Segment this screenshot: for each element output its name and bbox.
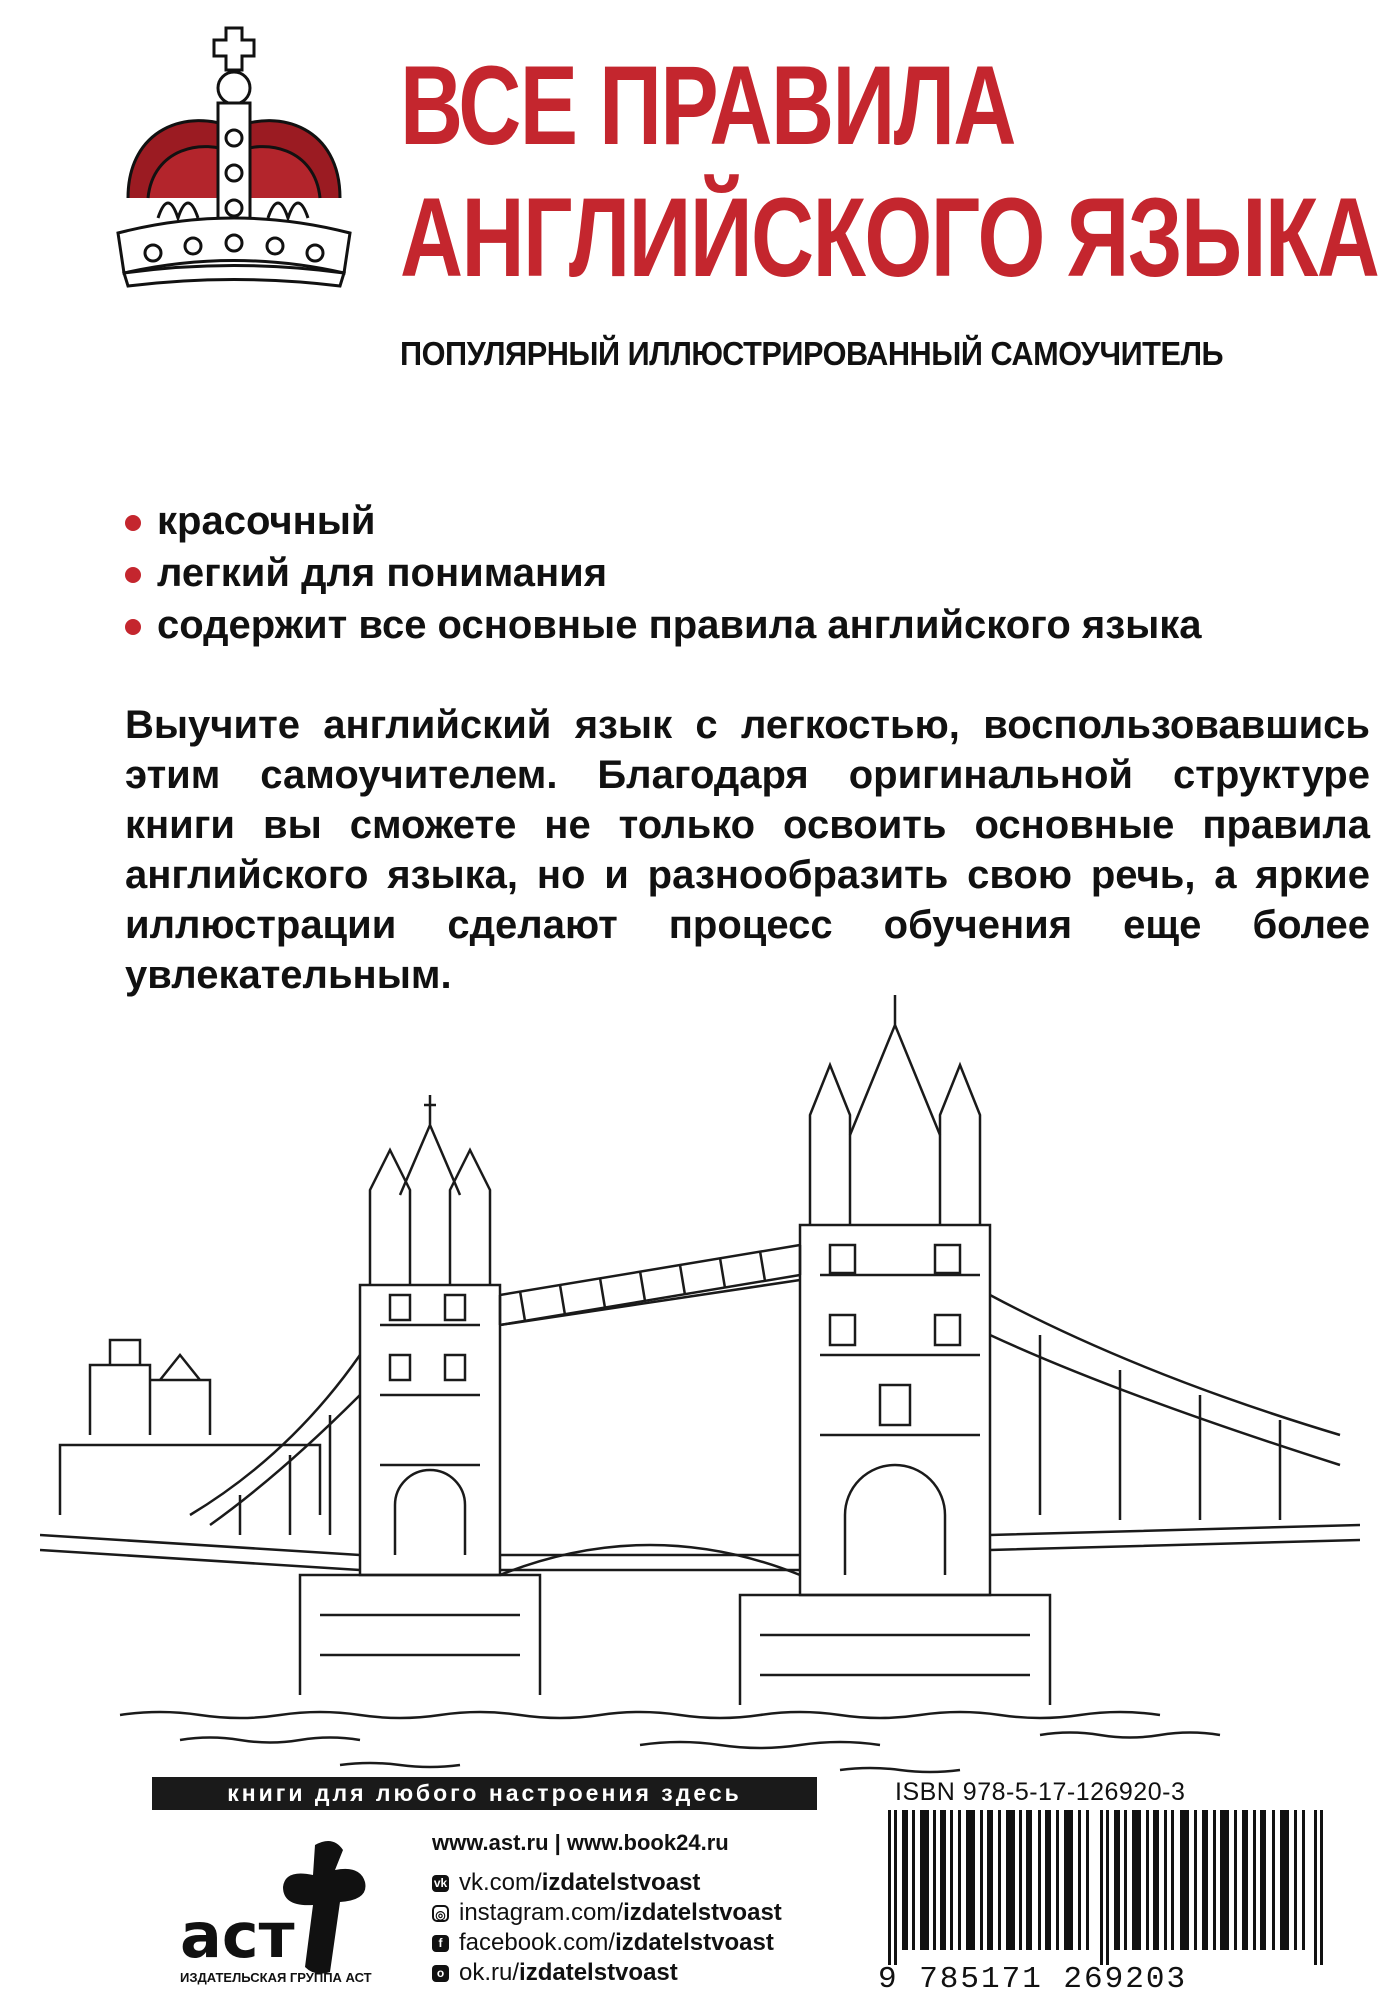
social-link-ok[interactable]: o ok.ru/ izdatelstvoast (432, 1958, 782, 1988)
isbn-label: ISBN 978-5-17-126920-3 (895, 1778, 1186, 1806)
ok-icon: o (432, 1965, 449, 1982)
title-line-1: ВСЕ ПРАВИЛА (400, 43, 1015, 168)
svg-text:аст: аст (180, 1899, 295, 1972)
feature-item: содержит все основные правила английского языка (125, 599, 1202, 651)
social-link-vk[interactable]: vk vk.com/ izdatelstvoast (433, 1869, 701, 1896)
crown-illustration (108, 18, 360, 308)
description-paragraph: Выучите английский язык с легкостью, воспользовавшись этим самоучителем. Благодаря оригинальной структуре книги вы сможете не только освоить основные правила английского языка, но и разнообразить свою речь, а яркие иллюстрации сделают процесс обучения еще более увлекательным. (125, 703, 1370, 997)
facebook-icon: f (432, 1935, 449, 1952)
bullet-icon (125, 515, 141, 531)
bullet-icon (125, 619, 141, 635)
tagline-banner: книги для любого настроения здесь (152, 1777, 817, 1810)
publisher-caption: ИЗДАТЕЛЬСКАЯ ГРУППА АСТ (180, 1970, 372, 1985)
social-links (432, 1868, 782, 1988)
bullet-icon (125, 567, 141, 583)
vk-icon: vk (433, 1875, 448, 1890)
social-link-instagram[interactable]: ◎ instagram.com/ izdatelstvoast (432, 1898, 782, 1928)
book-title (400, 40, 1379, 304)
barcode (888, 1810, 1338, 1965)
feature-item: красочный (125, 495, 1202, 547)
website-links[interactable]: www.ast.ru | www.book24.ru (432, 1830, 729, 1855)
social-link-facebook[interactable]: f facebook.com/ izdatelstvoast (432, 1928, 782, 1958)
tower-bridge-illustration (40, 995, 1360, 1795)
title-line-2: АНГЛИЙСКОГО ЯЗЫКА (400, 175, 1379, 300)
feature-item: легкий для понимания (125, 547, 1202, 599)
instagram-icon: ◎ (432, 1905, 449, 1922)
ast-logo (180, 1835, 380, 1975)
barcode-digits: 9 785171 269203 (878, 1962, 1188, 1997)
feature-list (125, 495, 1202, 651)
book-subtitle: ПОПУЛЯРНЫЙ ИЛЛЮСТРИРОВАННЫЙ САМОУЧИТЕЛЬ (400, 335, 1224, 372)
